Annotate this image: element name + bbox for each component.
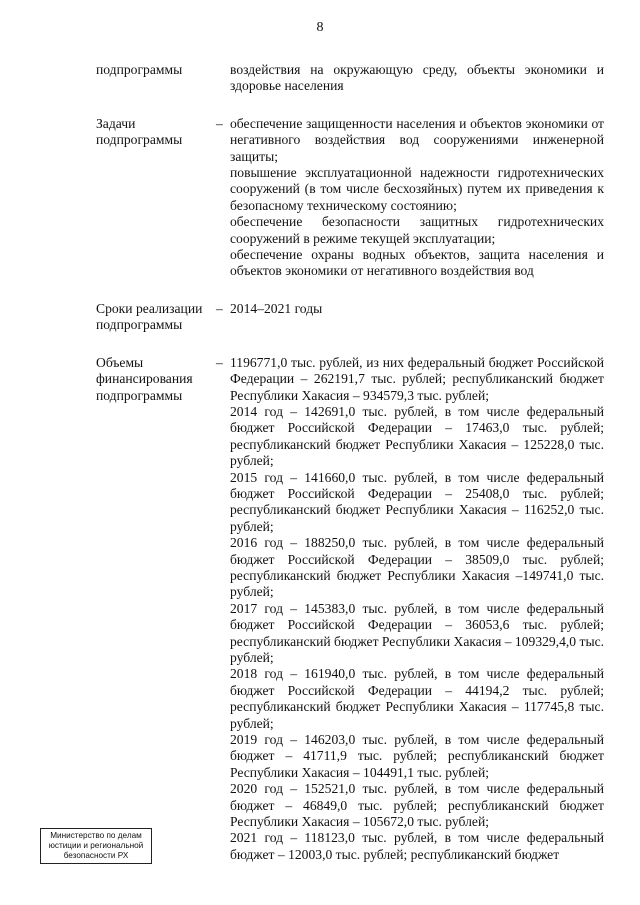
registration-stamp bbox=[40, 828, 152, 864]
row-value bbox=[230, 62, 604, 95]
row-label: Сроки реализации подпрограммы bbox=[96, 300, 203, 333]
row-label: подпрограммы bbox=[96, 62, 183, 77]
row-dash: – bbox=[216, 300, 223, 316]
paragraph: 2014 год – 142691,0 тыс. рублей, в том числе федеральный бюджет Российской Федерации – 17463,0 тыс. рублей; республиканский бюджет Республики Хакасия – 125228,0 тыс. рублей; bbox=[230, 403, 604, 469]
paragraph: обеспечение безопасности защитных гидротехнических сооружений в режиме текущей эксплуатации; bbox=[230, 214, 604, 246]
stamp-line: юстиции и региональной bbox=[48, 841, 144, 850]
paragraph: 2018 год – 161940,0 тыс. рублей, в том числе федеральный бюджет Российской Федерации – 44194,2 тыс. рублей; республиканский бюджет Республики Хакасия – 117745,8 тыс. рублей; bbox=[230, 666, 604, 731]
paragraph: 2015 год – 141660,0 тыс. рублей, в том числе федеральный бюджет Российской Федерации – 25408,0 тыс. рублей; республиканский бюджет Республики Хакасия – 116252,0 тыс. рублей; bbox=[230, 469, 604, 534]
row-value bbox=[230, 116, 604, 280]
paragraph: 2019 год – 146203,0 тыс. рублей, в том числе федеральный бюджет – 41711,9 тыс. рублей; республиканский бюджет Республики Хакасия – 104491,1 тыс. рублей; bbox=[230, 732, 604, 780]
paragraph: обеспечение защищенности населения и объектов экономики от негативного воздействия вод сооружениями инженерной защиты; bbox=[230, 115, 604, 164]
paragraph: воздействия на окружающую среду, объекты экономики и здоровье населения bbox=[230, 62, 604, 94]
paragraph: повышение эксплуатационной надежности гидротехнических сооружений (в том числе бесхозяйных) путем их приведения к безопасному техническому состоянию; bbox=[230, 165, 604, 213]
row-label: Объемы финансирования подпрограммы bbox=[96, 354, 193, 403]
row-value bbox=[230, 355, 604, 864]
stamp-line: безопасности РХ bbox=[63, 851, 129, 860]
page-number: 8 bbox=[316, 20, 324, 35]
passport-row-tasks bbox=[96, 116, 604, 280]
paragraph: 2020 год – 152521,0 тыс. рублей, в том числе федеральный бюджет – 46849,0 тыс. рублей; республиканский бюджет Республики Хакасия – 105672,0 тыс. рублей; bbox=[230, 781, 604, 830]
row-value bbox=[230, 301, 604, 334]
passport-row-financing bbox=[96, 355, 604, 864]
row-label: Задачи подпрограммы bbox=[96, 115, 183, 148]
row-dash bbox=[216, 62, 230, 95]
passport-row-goal-continued bbox=[96, 62, 604, 95]
row-dash: – bbox=[216, 354, 223, 370]
stamp-line: Министерство по делам bbox=[50, 831, 142, 840]
paragraph: 2014–2021 годы bbox=[230, 300, 323, 316]
paragraph: 2021 год – 118123,0 тыс. рублей, в том числе федеральный бюджет – 12003,0 тыс. рублей; республиканский бюджет bbox=[230, 830, 604, 862]
paragraph: 1196771,0 тыс. рублей, из них федеральный бюджет Российской Федерации – 262191,7 тыс. рублей; республиканский бюджет Республики Хакасия – 934579,3 тыс. рублей; bbox=[230, 354, 604, 403]
paragraph: 2016 год – 188250,0 тыс. рублей, в том числе федеральный бюджет Российской Федерации – 38509,0 тыс. рублей; республиканский бюджет Республики Хакасия –149741,0 тыс. рублей; bbox=[230, 535, 604, 600]
paragraph: обеспечение охраны водных объектов, защита населения и объектов экономики от негативного воздействия вод bbox=[230, 247, 604, 279]
row-dash: – bbox=[216, 115, 223, 131]
program-passport bbox=[96, 62, 604, 884]
passport-row-terms bbox=[96, 301, 604, 334]
paragraph: 2017 год – 145383,0 тыс. рублей, в том числе федеральный бюджет Российской Федерации – 36053,6 тыс. рублей; республиканский бюджет Республики Хакасия – 109329,4,0 тыс. рублей; bbox=[230, 600, 605, 665]
